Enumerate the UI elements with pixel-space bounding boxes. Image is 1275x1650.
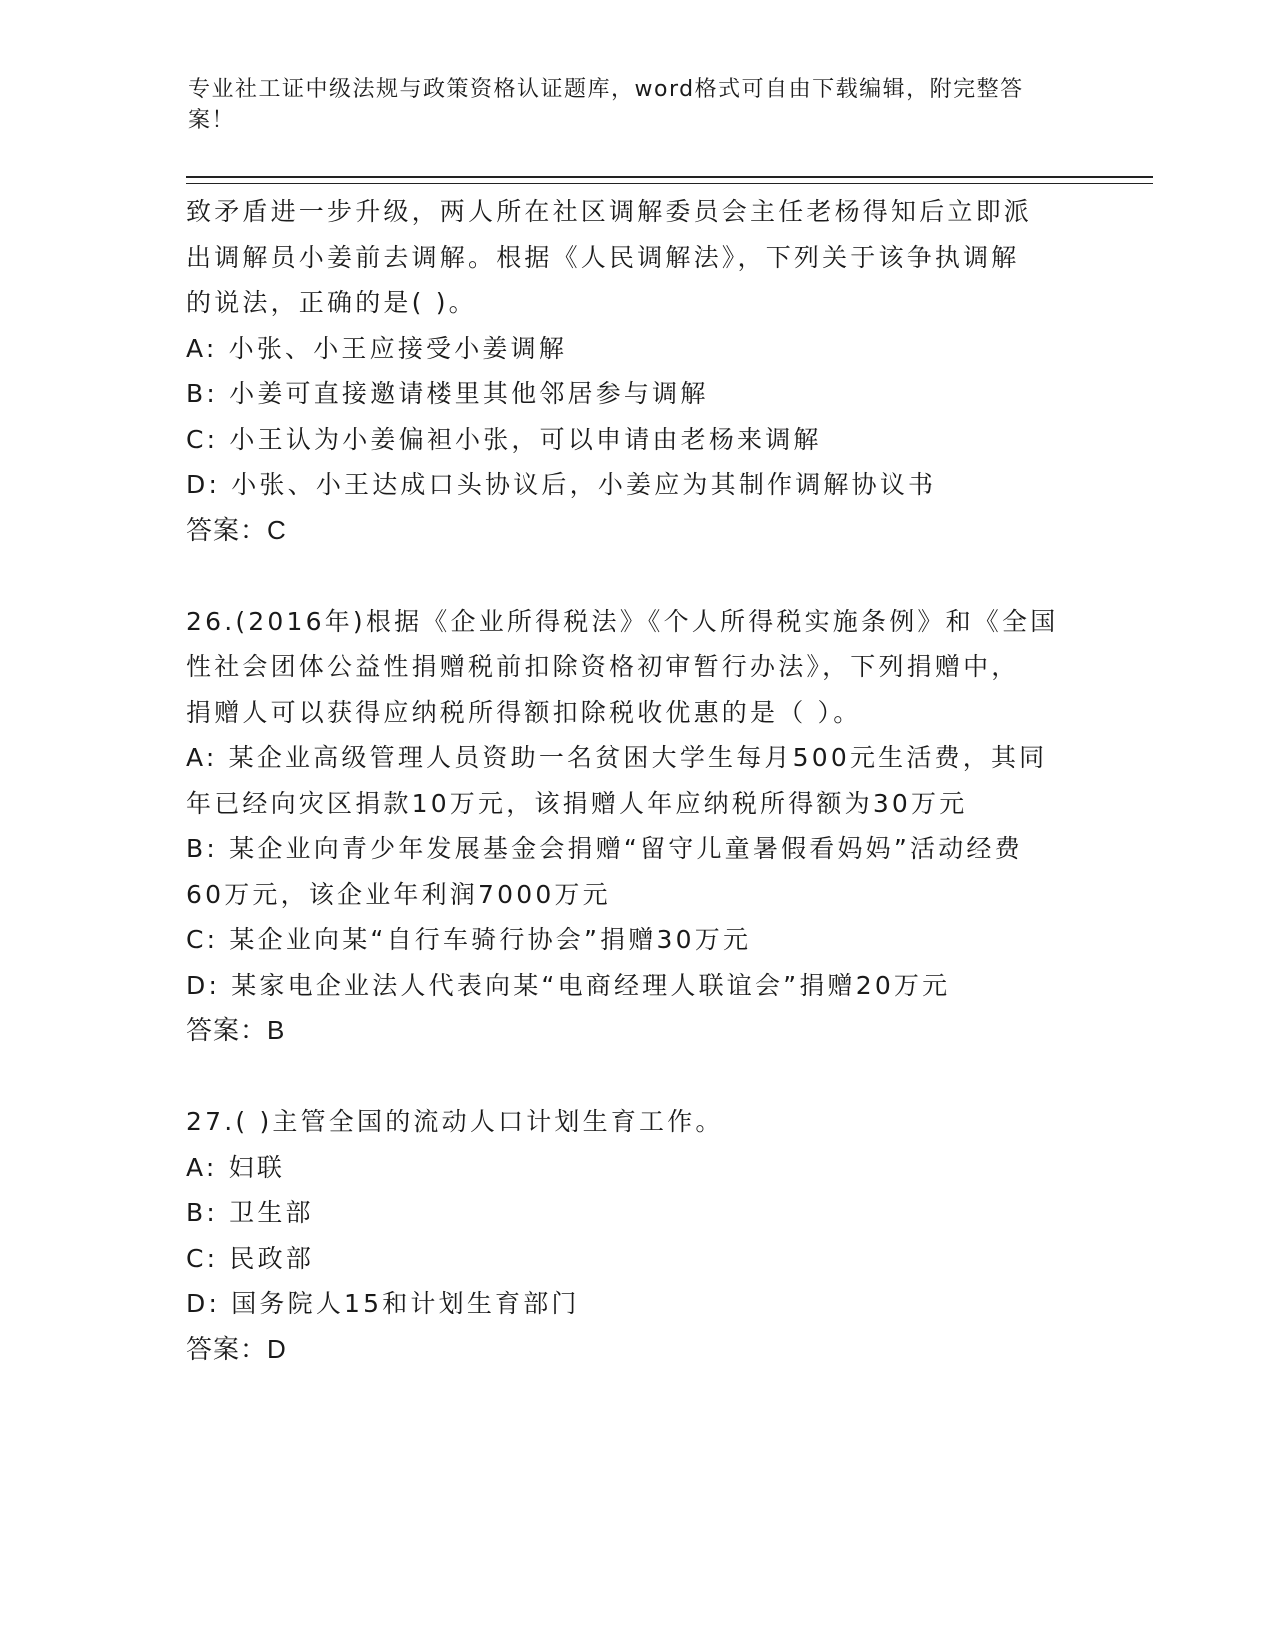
question-stem-line: 出调解员小姜前去调解。根据《人民调解法》，下列关于该争执调解: [186, 242, 1020, 272]
option-c: C: 某企业向某“自行车骑行协会”捐赠30万元: [186, 925, 752, 954]
option-b: B: 小姜可直接邀请楼里其他邻居参与调解: [186, 379, 709, 408]
option-b-line-2: 60万元，该企业年利润7000万元: [186, 879, 611, 909]
question-stem-line: 的说法，正确的是( )。: [186, 288, 477, 317]
option-c: C: 民政部: [186, 1243, 315, 1273]
option-d: D: 国务院人15和计划生育部门: [186, 1289, 580, 1318]
question-26: [186, 599, 1086, 1054]
option-a-line-2: 年已经向灾区捐款10万元，该捐赠人年应纳税所得额为30万元: [186, 788, 968, 818]
header-title-line-2: 案！: [188, 108, 236, 133]
spacer: [186, 553, 1086, 599]
question-stem-line: 性社会团体公益性捐赠税前扣除资格初审暂行办法》，下列捐赠中，: [186, 652, 1020, 681]
document-body: [186, 189, 1086, 1372]
option-a: A: 小张、小王应接受小姜调解: [186, 333, 568, 363]
answer-label: 答案：B: [186, 1015, 286, 1045]
header-divider: [186, 176, 1153, 184]
option-a: A: 妇联: [186, 1152, 286, 1182]
question-stem-line: 27.( )主管全国的流动人口计划生育工作。: [186, 1107, 724, 1136]
option-d: D: 小张、小王达成口头协议后，小姜应为其制作调解协议书: [186, 470, 937, 499]
header-title-line-1: 专业社工证中级法规与政策资格认证题库，word格式可自由下载编辑，附完整答: [188, 77, 1024, 102]
answer-label: 答案：D: [186, 1333, 287, 1364]
answer-label: 答案：C: [186, 514, 287, 545]
option-a-line-1: A: 某企业高级管理人员资助一名贫困大学生每月500元生活费，其同: [186, 743, 1048, 772]
spacer: [186, 1054, 1086, 1100]
question-27: [186, 1099, 1086, 1372]
page-header: [188, 74, 1068, 136]
question-25: [186, 189, 1086, 553]
question-stem-line: 26.(2016年)根据《企业所得税法》《个人所得税实施条例》和《全国: [186, 606, 1059, 636]
option-b-line-1: B: 某企业向青少年发展基金会捐赠“留守儿童暑假看妈妈”活动经费: [186, 834, 1023, 863]
option-c: C: 小王认为小姜偏袒小张，可以申请由老杨来调解: [186, 424, 822, 454]
question-stem-line: 捐赠人可以获得应纳税所得额扣除税收优惠的是（ ）。: [186, 697, 862, 727]
question-stem-line: 致矛盾进一步升级，两人所在社区调解委员会主任老杨得知后立即派: [186, 197, 1033, 226]
option-b: B: 卫生部: [186, 1198, 314, 1227]
option-d: D: 某家电企业法人代表向某“电商经理人联谊会”捐赠20万元: [186, 970, 951, 1000]
